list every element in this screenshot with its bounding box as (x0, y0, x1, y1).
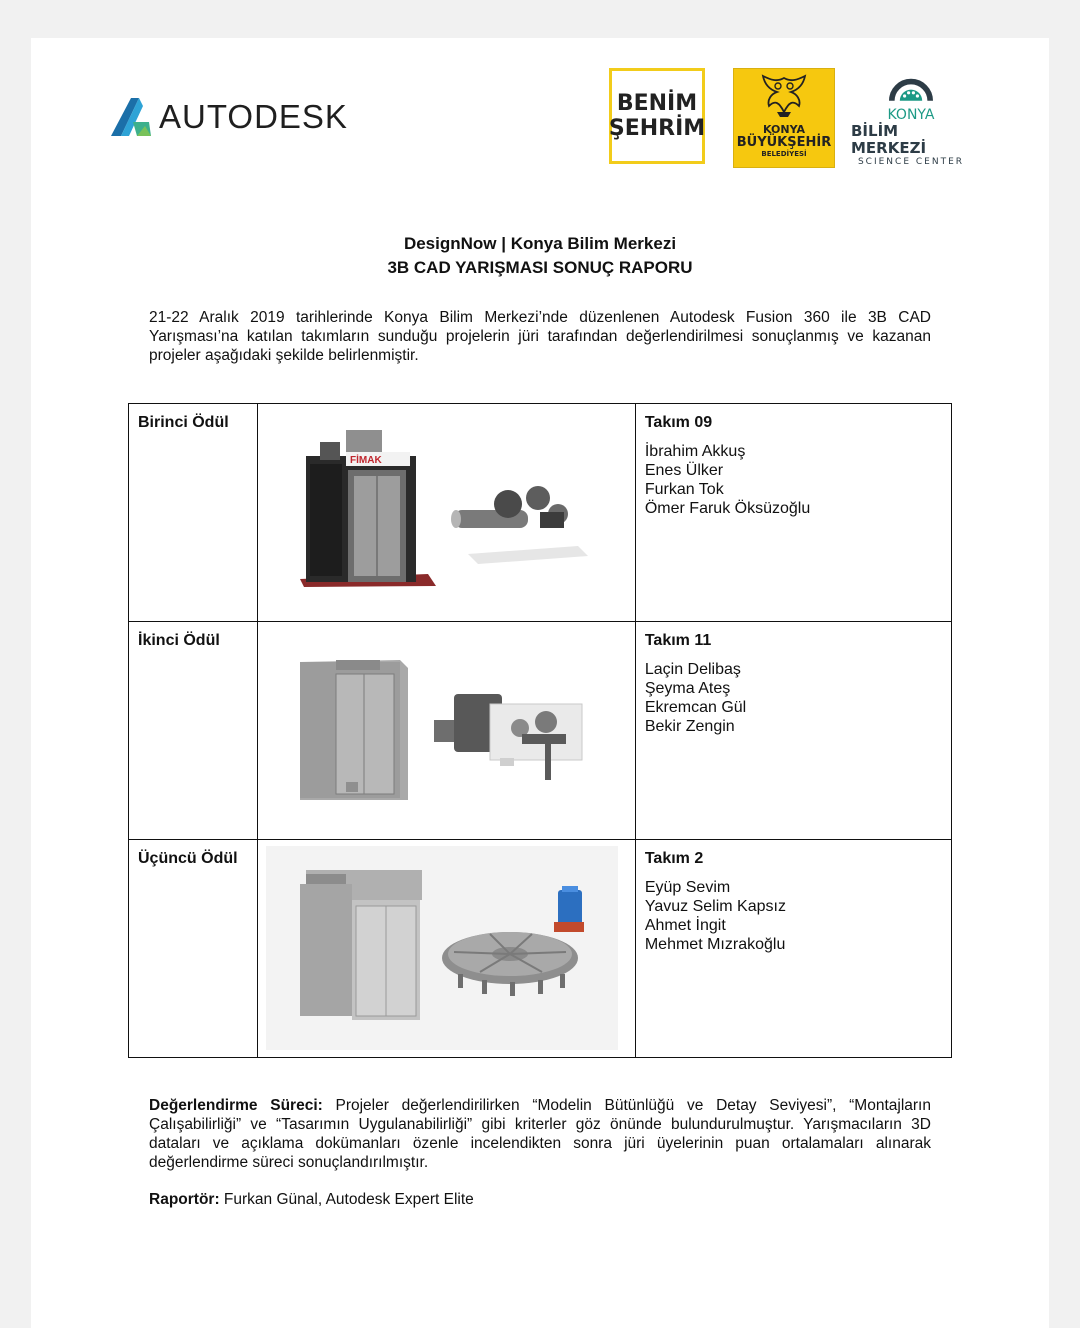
list-item: Ömer Faruk Öksüzoğlu (644, 500, 811, 517)
kbb-line3: BELEDİYESİ (761, 150, 807, 158)
award-cell (129, 840, 258, 1058)
autodesk-mark-icon (109, 96, 153, 138)
list-item: Şeyma Ateş (644, 680, 731, 697)
team-cell (635, 404, 951, 622)
table-row (129, 622, 952, 840)
list-item: Eyüp Sevim (644, 879, 731, 896)
award-name: Üçüncü Ödül (138, 850, 238, 867)
team-cell (635, 840, 951, 1058)
benim-sehrim-logo (609, 68, 705, 164)
intro-paragraph: 21-22 Aralık 2019 tarihlerinde Konya Bilim Merkezi’nde düzenlenen Autodesk Fusion 360 ile 3B CAD Yarışması’na katılan takımların sunduğu projelerin jüri tarafından değerlendirilmesi sonuçlanmış ve kazanan projeler aşağıdaki şekilde belirlenmiştir. (149, 309, 931, 364)
table-row (129, 404, 952, 622)
reporter-text: Furkan Günal, Autodesk Expert Elite (219, 1191, 474, 1208)
list-item: İbrahim Akkuş (644, 443, 746, 460)
project-image-team11 (258, 622, 634, 839)
team-name: Takım 2 (644, 850, 704, 867)
kbm-line2: BİLİM MERKEZİ (851, 122, 927, 157)
award-cell (129, 622, 258, 840)
konya-buyuksehir-logo (733, 68, 835, 168)
team-name: Takım 11 (644, 632, 712, 649)
science-center-dome-icon (885, 72, 937, 104)
member-list (645, 660, 951, 736)
seljuk-eagle-icon (757, 72, 811, 118)
list-item: Ahmet İngit (644, 917, 726, 934)
evaluation-paragraph (149, 1096, 931, 1172)
list-item: Ekremcan Gül (644, 699, 747, 716)
reporter-line (149, 1191, 474, 1209)
kbm-line1: KONYA (887, 107, 935, 123)
list-item: Yavuz Selim Kapsız (644, 898, 786, 915)
member-list (645, 878, 951, 954)
reporter-label: Raportör: (149, 1191, 220, 1208)
autodesk-wordmark: AUTODESK (159, 98, 348, 135)
kbb-line1: KONYA (762, 123, 805, 136)
list-item: Mehmet Mızrakoğlu (644, 936, 786, 953)
project-image-cell (258, 622, 635, 840)
fimak-brand-label: FİMAK (350, 455, 383, 466)
list-item: Furkan Tok (644, 481, 724, 498)
project-image-cell (258, 404, 635, 622)
document-page (31, 38, 1049, 1328)
member-list (645, 442, 951, 518)
list-item: Enes Ülker (644, 462, 724, 479)
project-image-team09 (258, 404, 634, 621)
document-title: DesignNow | Konya Bilim Merkezi (403, 234, 677, 253)
benim-sehrim-line2: ŞEHRİM (608, 116, 706, 141)
awards-table (128, 403, 952, 1058)
project-image-team2 (258, 840, 634, 1057)
benim-sehrim-line1: BENİM (616, 91, 698, 116)
award-name: Birinci Ödül (138, 414, 229, 431)
project-image-cell (258, 840, 635, 1058)
award-name: İkinci Ödül (138, 632, 220, 649)
evaluation-text: Projeler değerlendirilirken “Modelin Bütünlüğü ve Detay Seviyesi”, “Montajların Çalışabilirliği” ve “Tasarımın Uygulanabilirliği” gibi kriterler göz önünde bulundurulmuştur. Yarışmacıların 3D dataları ve açıklama dokümanları özenle incelendikten sonra jüri üyelerinin puan ortalamaları alınarak değerlendirme süreci sonuçlandırılmıştır. (149, 1097, 931, 1171)
team-name: Takım 09 (644, 414, 713, 431)
evaluation-label: Değerlendirme Süreci: (149, 1097, 323, 1114)
list-item: Laçin Delibaş (644, 661, 741, 678)
document-subtitle: 3B CAD YARIŞMASI SONUÇ RAPORU (387, 258, 693, 277)
kbb-line2: BÜYÜKŞEHİR (736, 135, 832, 150)
team-cell (635, 622, 951, 840)
table-row (129, 840, 952, 1058)
award-cell (129, 404, 258, 622)
kbm-line3: SCIENCE CENTER (857, 157, 965, 167)
list-item: Bekir Zengin (644, 718, 735, 735)
konya-bilim-merkezi-logo (851, 72, 971, 168)
autodesk-logo (109, 96, 348, 138)
